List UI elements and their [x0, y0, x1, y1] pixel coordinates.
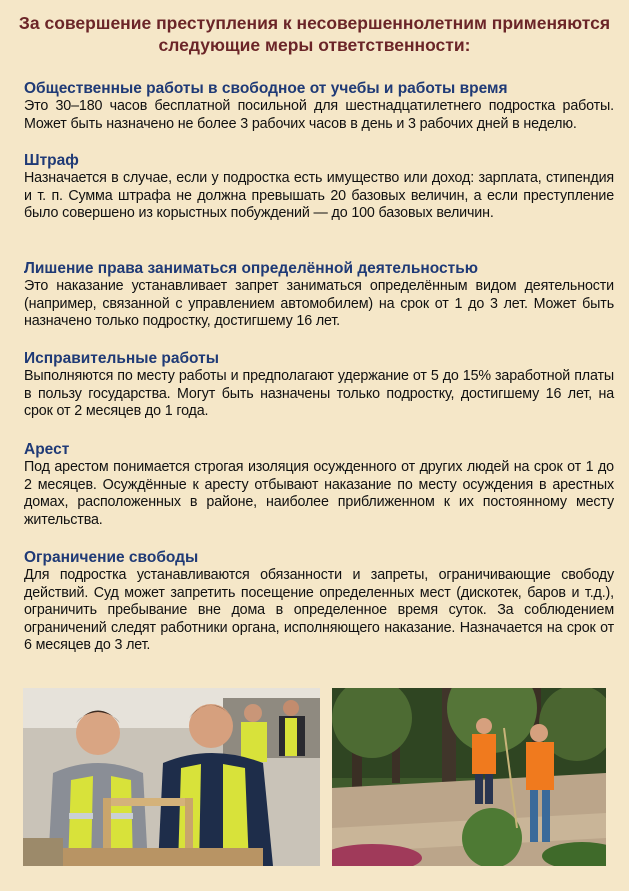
page-title — [0, 12, 629, 56]
section-text: Выполняются по месту работы и предполагают удержание от 5 до 15% заработной платы в пользу государства. Могут быть назначены только подростку, достигшему 16 лет, на срок от 2 месяцев до 1 года. — [24, 368, 614, 420]
title-line-1: За совершение преступления к несовершеннолетним применяются — [18, 13, 611, 33]
workshop-photo — [23, 688, 320, 866]
section-restriction-of-freedom — [24, 549, 614, 655]
section-text: Это 30–180 часов бесплатной посильной для шестнадцатилетнего подростка работы. Может быть назначено не более 3 рабочих часов в день и 3 рабочих дней в неделю. — [24, 98, 614, 132]
section-text: Назначается в случае, если у подростка есть имущество или доход: зарплата, стипендия и т. п. Сумма штрафа не должна превышать 20 базовых величин, а если преступление было совершено из корыстных побуждений — до 100 базовых величин. — [24, 170, 614, 222]
title-line-2: следующие меры ответственности: — [158, 35, 471, 55]
section-text: Это наказание устанавливает запрет заниматься определённым видом деятельности (например, связанной с управлением автомобилем) на срок от 1 до 3 лет. Может быть назначено только подростку, достигшему 16 лет. — [24, 278, 614, 330]
section-heading: Ограничение свободы — [24, 549, 199, 566]
section-heading: Общественные работы в свободное от учебы и работы время — [24, 80, 508, 97]
section-deprivation-of-right — [24, 260, 614, 331]
section-heading: Арест — [24, 441, 70, 458]
section-heading: Исправительные работы — [24, 350, 219, 367]
park-cleanup-photo — [332, 688, 606, 866]
section-heading: Лишение права заниматься определённой деятельностью — [24, 260, 479, 277]
section-community-work — [24, 80, 614, 133]
section-arrest — [24, 441, 614, 529]
section-fine — [24, 152, 614, 223]
section-text: Для подростка устанавливаются обязанности и запреты, ограничивающие свободу действий. Суд может запретить посещение определенных мест (дискотек, баров и т.д.), ограничить пребывание вне дома в определенное время суток. За соблюдением ограничений следят работники органа, исполняющего наказание. Назначается на срок от 6 месяцев до 3 лет. — [24, 567, 614, 654]
section-text: Под арестом понимается строгая изоляция осужденного от других людей на срок от 1 до 2 месяцев. Осуждённые к аресту отбывают наказание по месту осуждения в арестных домах, расположенных в районе, наиболее приближенном к их постоянному месту жительства. — [24, 459, 614, 528]
section-correctional-work — [24, 350, 614, 421]
section-heading: Штраф — [24, 152, 79, 169]
